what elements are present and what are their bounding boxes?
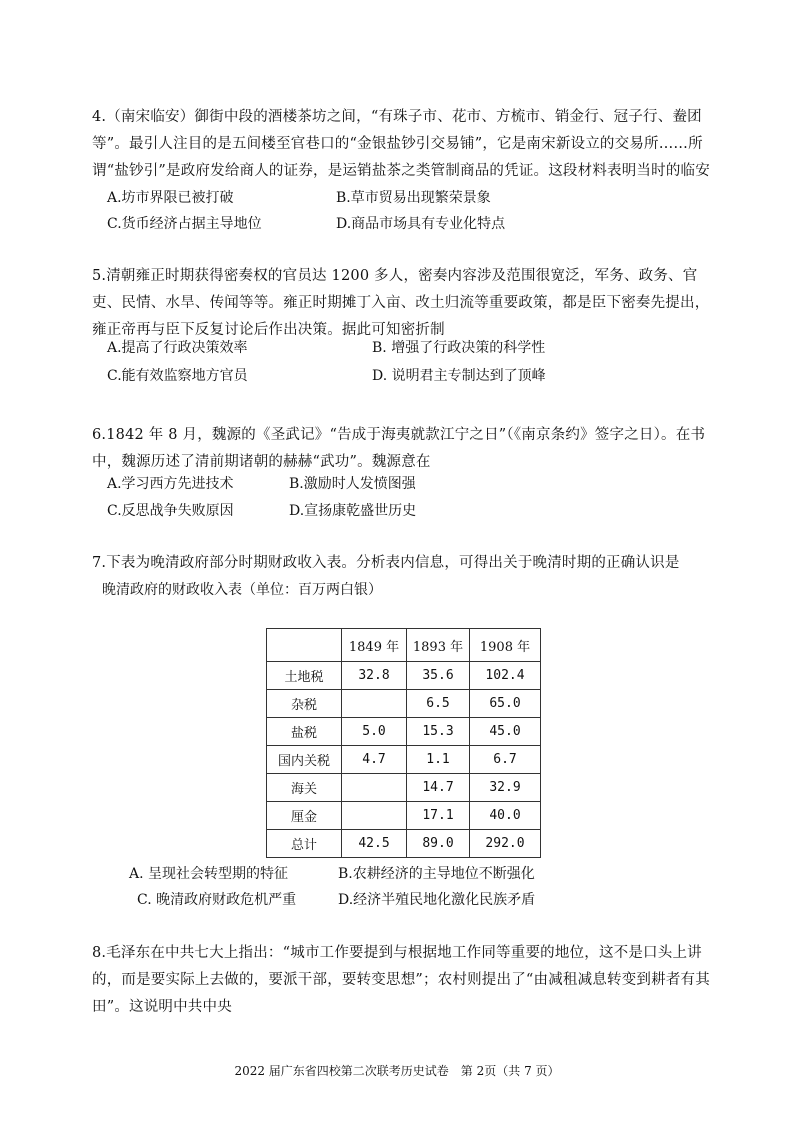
q5-option-b[interactable]: B. 增强了行政决策的科学性 [372,340,546,356]
table-cell: 6.7 [470,746,541,774]
q4-option-b[interactable]: B.草市贸易出现繁荣景象 [336,190,491,206]
table-cell: 40.0 [470,802,541,830]
question-5-stem: 5.清朝雍正时期获得密奏权的官员达 1200 多人，密奏内容涉及范围很宽泛，军务、政务、官吏、民情、水旱、传闻等等。雍正时期摊丁入亩、改土归流等重要政策，都是臣下密奏先提出，雍正帝再与臣下反复讨论后作出决策。据此可知密折制 [92,268,710,338]
table-row [267,662,541,690]
table-caption: 晚清政府的财政收入表（单位：百万两白银） [102,582,382,598]
table-cell [342,690,407,718]
q7-option-a[interactable]: A. 呈现社会转型期的特征 [129,866,289,882]
table-cell: 65.0 [470,690,541,718]
q5-option-d[interactable]: D. 说明君主专制达到了顶峰 [372,368,546,384]
table-cell: 盐税 [267,718,342,746]
table-header-cell: 1849 年 [342,629,407,662]
table-cell: 42.5 [342,830,407,858]
table-cell [342,774,407,802]
table-cell: 总计 [267,830,342,858]
question-4-stem: 4.（南宋临安）御街中段的酒楼茶坊之间，“有珠子市、花市、方梳市、销金行、冠子行、鲞团等”。最引人注目的是五间楼至官巷口的“金银盐钞引交易铺”，它是南宋新设立的交易所……所谓“盐钞引”是政府发给商人的证券，是运销盐茶之类管制商品的凭证。这段材料表明当时的临安 [92,109,710,179]
table-row [267,746,541,774]
q7-option-b[interactable]: B.农耕经济的主导地位不断强化 [338,866,535,882]
table-row [267,718,541,746]
q6-option-d[interactable]: D.宣扬康乾盛世历史 [289,503,417,519]
q4-option-d[interactable]: D.商品市场具有专业化特点 [336,216,506,232]
table-cell: 5.0 [342,718,407,746]
table-cell [342,802,407,830]
table-cell: 45.0 [470,718,541,746]
question-7-stem: 7.下表为晚清政府部分时期财政收入表。分析表内信息，可得出关于晚清时期的正确认识是 [92,555,680,571]
table-header-cell: 1908 年 [470,629,541,662]
q6-option-a[interactable]: A.学习西方先进技术 [107,476,234,492]
question-6-stem: 6.1842 年 8 月，魏源的《圣武记》“告成于海夷就款江宁之日”（《南京条约》签字之日）。在书中，魏源历述了清前期诸朝的赫赫“武功”。魏源意在 [92,427,706,470]
table-cell: 厘金 [267,802,342,830]
page-footer: 2022 届广东省四校第二次联考历史试卷 第 2页（共 7 页） [234,1064,560,1078]
table-cell: 35.6 [407,662,470,690]
table-cell: 6.5 [407,690,470,718]
table-cell: 32.8 [342,662,407,690]
table-cell: 4.7 [342,746,407,774]
q4-option-c[interactable]: C.货币经济占据主导地位 [107,216,262,232]
table-header-cell [267,629,342,662]
q7-option-c[interactable]: C. 晚清政府财政危机严重 [137,892,297,908]
q4-option-a[interactable]: A.坊市界限已被打破 [107,190,234,206]
table-cell: 89.0 [407,830,470,858]
question-8-stem: 8.毛泽东在中共七大上指出：“城市工作要提到与根据地工作同等重要的地位，这不是口头上讲的，而是要实际上去做的，要派干部，要转变思想”；农村则提出了“由减租减息转变到耕者有其田”。这说明中共中央 [92,945,710,1015]
table-cell: 海关 [267,774,342,802]
table-cell: 17.1 [407,802,470,830]
table-cell: 杂税 [267,690,342,718]
table-header-cell: 1893 年 [407,629,470,662]
table-cell: 15.3 [407,718,470,746]
q5-option-c[interactable]: C.能有效监察地方官员 [107,368,248,384]
q6-option-b[interactable]: B.激励时人发愤图强 [289,476,416,492]
revenue-table [266,628,541,858]
table-cell: 土地税 [267,662,342,690]
table-cell: 102.4 [470,662,541,690]
table-row [267,690,541,718]
table-cell: 32.9 [470,774,541,802]
table-cell: 国内关税 [267,746,342,774]
table-cell: 14.7 [407,774,470,802]
table-row [267,830,541,858]
table-cell: 292.0 [470,830,541,858]
table-header-row [267,629,541,662]
q7-option-d[interactable]: D.经济半殖民地化激化民族矛盾 [338,892,536,908]
table-cell: 1.1 [407,746,470,774]
table-row [267,802,541,830]
table-row [267,774,541,802]
q6-option-c[interactable]: C.反思战争失败原因 [107,503,234,519]
q5-option-a[interactable]: A.提高了行政决策效率 [107,340,248,356]
